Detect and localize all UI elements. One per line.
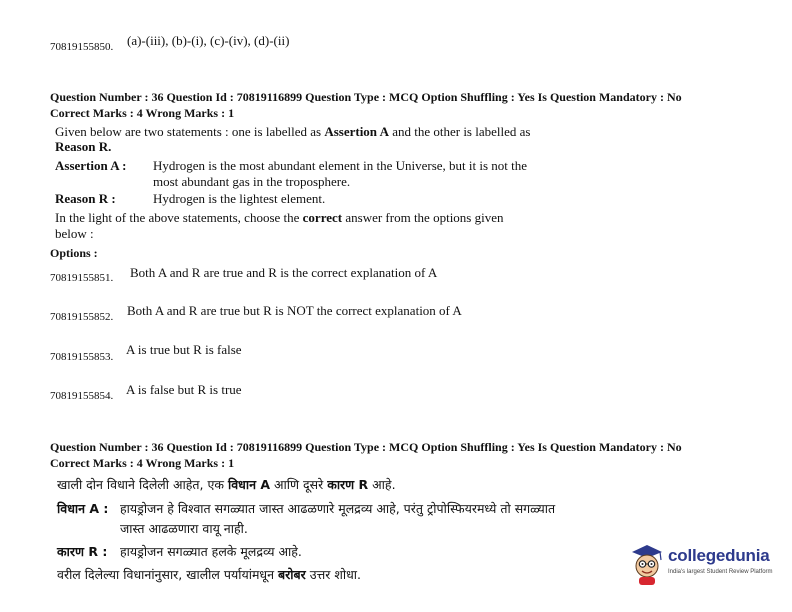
option-text: (a)-(iii), (b)-(i), (c)-(iv), (d)-(ii) bbox=[127, 33, 290, 48]
logo-tagline: India's largest Student Review Platform bbox=[668, 569, 773, 575]
assertion-text-2: most abundant gas in the troposphere. bbox=[153, 174, 351, 189]
assertion-label: Assertion A : bbox=[55, 158, 127, 173]
question-header: Question Number : 36 Question Id : 70819116899 Question Type : MCQ Option Shuffling : Yes Is Question Mandatory : No bbox=[50, 90, 682, 104]
instruction-line: वरील दिलेल्या विधानांनुसार, खालील पर्यायांमधून बरोबर उत्तर शोधा. bbox=[57, 567, 361, 582]
collegedunia-logo bbox=[628, 540, 778, 588]
vidhan-text-2: जास्त आढळणारा वायू नाही. bbox=[120, 521, 248, 536]
mascot-icon bbox=[628, 542, 666, 586]
reason-label: Reason R : bbox=[55, 191, 116, 206]
option-id: 70819155853. bbox=[50, 351, 114, 363]
karan-text: हायड्रोजन सगळ्यात हलके मूलद्रव्य आहे. bbox=[120, 544, 302, 559]
instruction-line-2: below : bbox=[55, 226, 94, 241]
marks-line: Correct Marks : 4 Wrong Marks : 1 bbox=[50, 106, 235, 120]
intro-line: खाली दोन विधाने दिलेली आहेत, एक विधान A आणि दूसरे कारण R आहे. bbox=[57, 477, 396, 492]
option-id: 70819155850. bbox=[50, 41, 114, 53]
vidhan-text: हायड्रोजन हे विश्वात सगळ्यात जास्त आढळणारे मूलद्रव्य आहे, परंतु ट्रोपोस्फियरमध्ये तो सगळ्यात bbox=[120, 501, 556, 516]
reason-text: Hydrogen is the lightest element. bbox=[153, 191, 326, 206]
option-text: A is false but R is true bbox=[126, 382, 242, 397]
option-text: Both A and R are true but R is NOT the correct explanation of A bbox=[127, 303, 462, 318]
instruction-line: In the light of the above statements, choose the correct answer from the options given bbox=[55, 210, 504, 225]
intro-line: Given below are two statements : one is labelled as Assertion A and the other is labelled as bbox=[55, 124, 531, 139]
marks-line: Correct Marks : 4 Wrong Marks : 1 bbox=[50, 456, 235, 470]
option-text: A is true but R is false bbox=[126, 342, 242, 357]
intro-line-2: Reason R. bbox=[55, 139, 112, 154]
option-text: Both A and R are true and R is the correct explanation of A bbox=[130, 265, 438, 280]
assertion-text: Hydrogen is the most abundant element in the Universe, but it is not the bbox=[153, 158, 528, 173]
option-id: 70819155851. bbox=[50, 272, 114, 284]
karan-label: कारण R : bbox=[57, 544, 108, 559]
question-header: Question Number : 36 Question Id : 70819116899 Question Type : MCQ Option Shuffling : Yes Is Question Mandatory : No bbox=[50, 440, 682, 454]
logo-name: collegedunia bbox=[668, 546, 770, 565]
option-id: 70819155852. bbox=[50, 311, 114, 323]
option-id: 70819155854. bbox=[50, 390, 114, 402]
options-label: Options : bbox=[50, 246, 98, 260]
vidhan-label: विधान A : bbox=[57, 501, 109, 516]
